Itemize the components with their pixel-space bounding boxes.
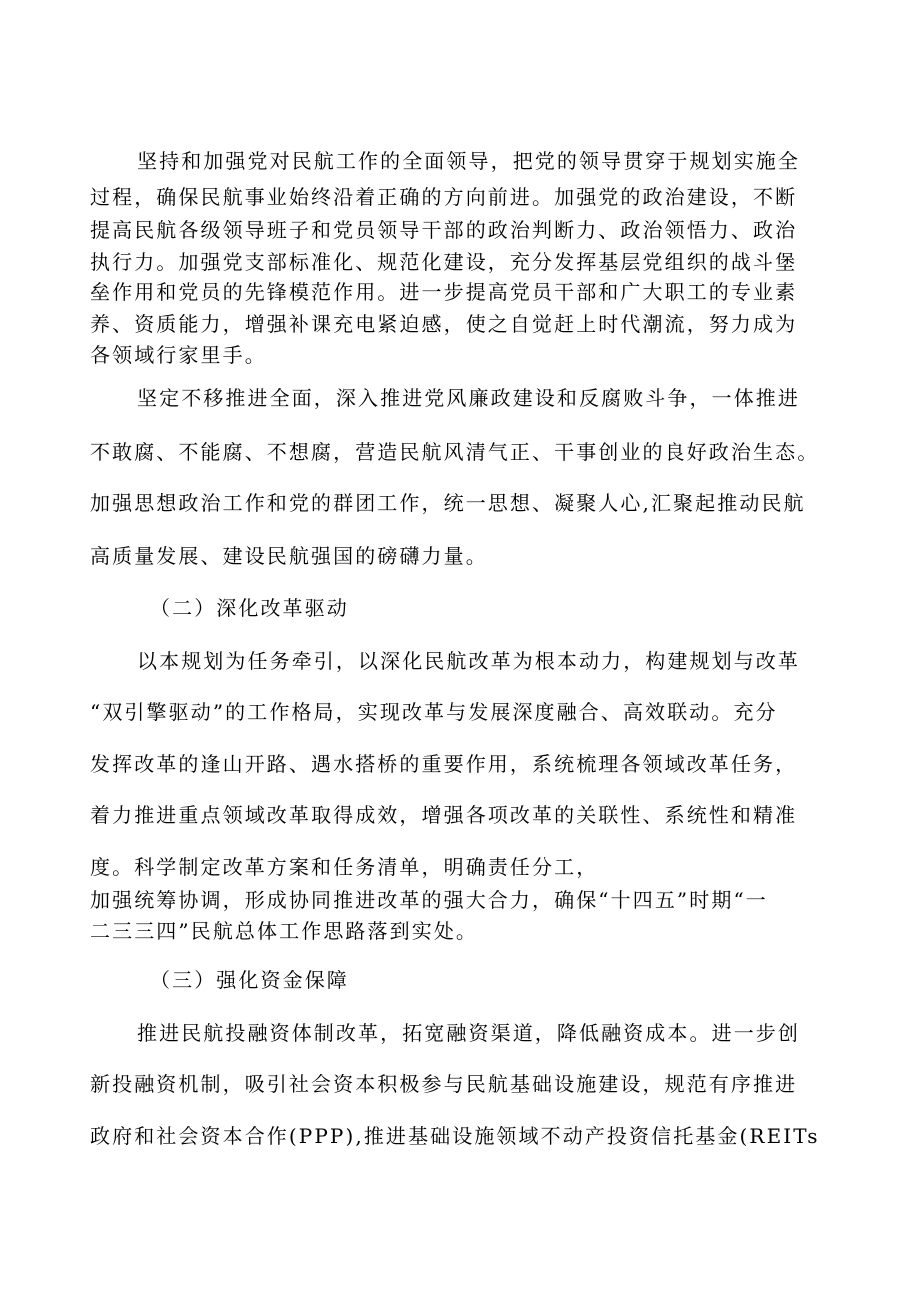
- paragraph-1-line: 提高民航各级领导班子和党员领导干部的政治判断力、政治领悟力、政治: [90, 218, 798, 242]
- paragraph-3-line: 发挥改革的逢山开路、遇水搭桥的重要作用，系统梳理各领域改革任务，: [90, 752, 798, 776]
- paragraph-2-line: 高质量发展、建设民航强国的磅礴力量。: [90, 544, 488, 568]
- paragraph-3-line: 加强统筹协调，形成协同推进改革的强大合力，确保“十四五”时期“一: [90, 888, 768, 912]
- paragraph-2-line: 加强思想政治工作和党的群团工作，统一思想、凝聚人心,汇聚起推动民航: [90, 491, 806, 515]
- paragraph-4-line: 新投融资机制，吸引社会资本积极参与民航基础设施建设，规范有序推进: [90, 1072, 798, 1096]
- paragraph-2-line: 不敢腐、不能腐、不想腐，营造民航风清气正、干事创业的良好政治生态。: [90, 440, 820, 464]
- paragraph-3-line: 着力推进重点领域改革取得成效，增强各项改革的关联性、系统性和精准: [90, 803, 798, 827]
- paragraph-3-line: 以本规划为任务牵引，以深化民航改革为根本动力，构建规划与改革: [137, 649, 800, 673]
- paragraph-1-line: 过程，确保民航事业始终沿着正确的方向前进。加强党的政治建设，不断: [90, 185, 798, 209]
- paragraph-1-line: 各领域行家里手。: [90, 343, 267, 367]
- paragraph-1-line: 垒作用和党员的先锋模范作用。进一步提高党员干部和广大职工的专业素: [90, 280, 798, 304]
- paragraph-1-line: 养、资质能力，增强补课充电紧迫感，使之自觉赶上时代潮流，努力成为: [90, 312, 798, 336]
- section-heading: （二）深化改革驱动: [150, 596, 349, 620]
- paragraph-3-line: “双引擎驱动”的工作格局，实现改革与发展深度融合、高效联动。充分: [90, 700, 778, 724]
- paragraph-3-line: 度。科学制定改革方案和任务清单，明确责任分工，: [90, 855, 599, 879]
- paragraph-4-line: 推进民航投融资体制改革，拓宽融资渠道，降低融资成本。进一步创: [137, 1021, 800, 1045]
- paragraph-2-line: 坚定不移推进全面，深入推进党风廉政建设和反腐败斗争，一体推进: [137, 386, 800, 410]
- paragraph-4-line: 政府和社会资本合作(PPP),推进基础设施领域不动产投资信托基金(REITs: [90, 1124, 820, 1148]
- paragraph-1-line: 坚持和加强党对民航工作的全面领导，把党的领导贯穿于规划实施全: [137, 149, 800, 173]
- paragraph-3-line: 二三三四”民航总体工作思路落到实处。: [90, 919, 479, 943]
- paragraph-1-line: 执行力。加强党支部标准化、规范化建设，充分发挥基层党组织的战斗堡: [90, 250, 798, 274]
- section-heading: （三）强化资金保障: [150, 968, 349, 992]
